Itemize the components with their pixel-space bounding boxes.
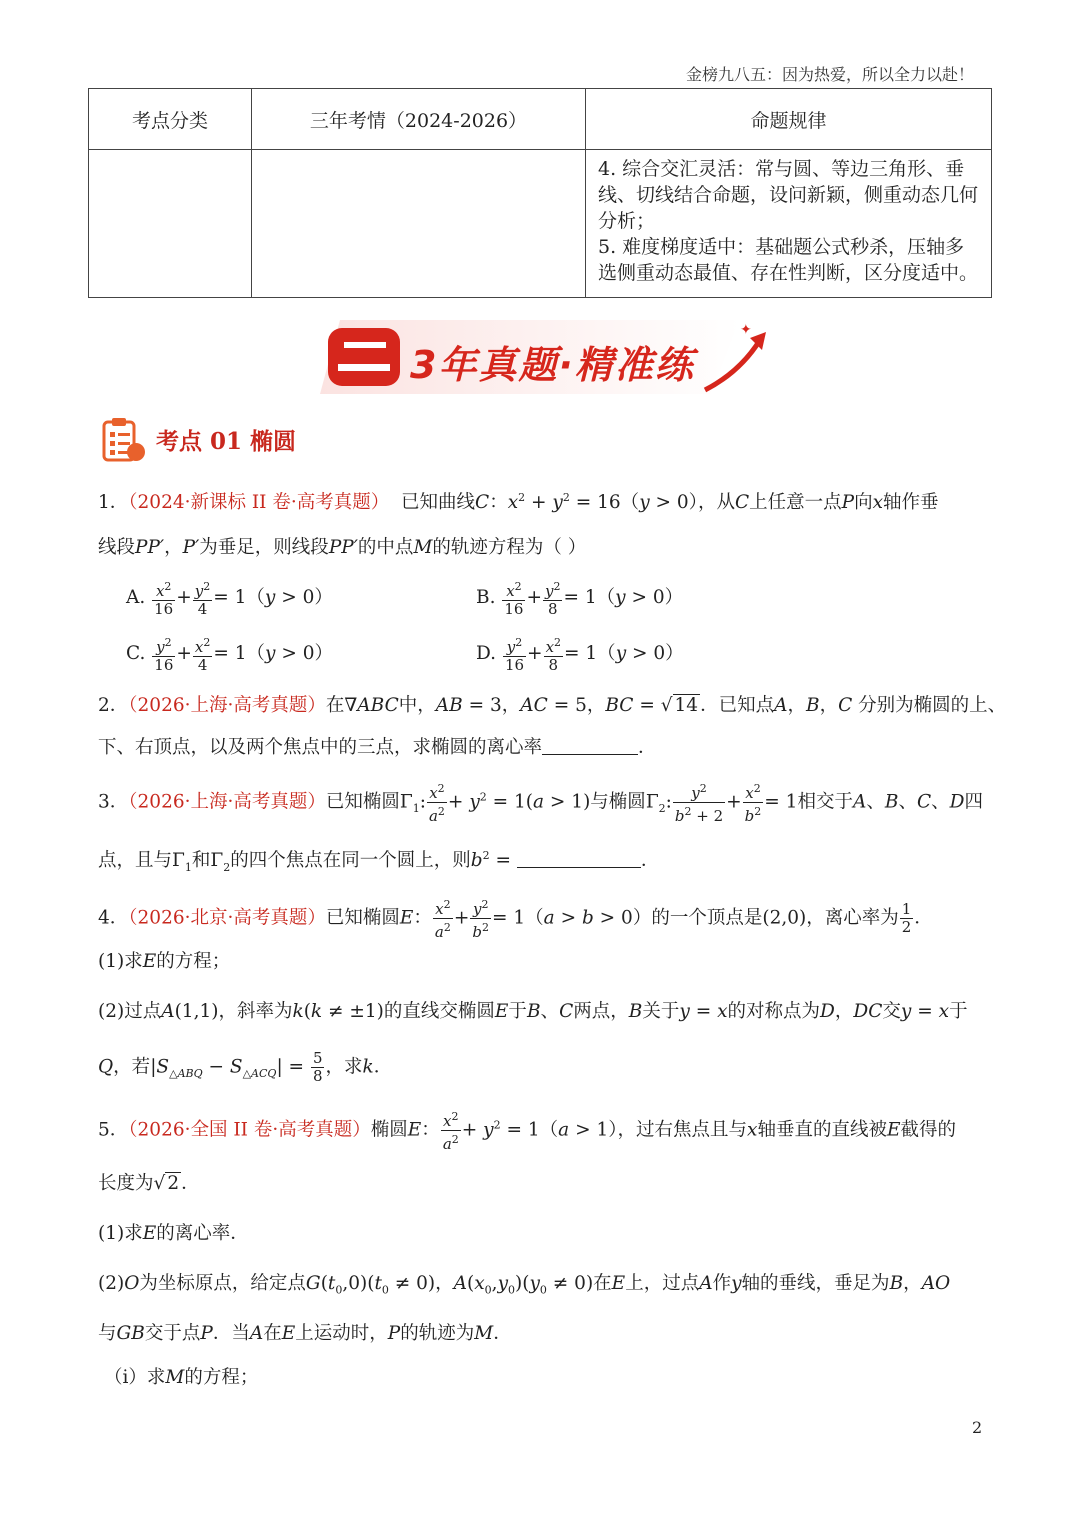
question-1-line-2: 线段PP′，P′为垂足，则线段PP′的中点M的轨迹方程为（ ） (98, 537, 587, 558)
q1-option-d[interactable]: D. $\frac{y^2}{16}$ + $\frac{x^2}{8}$ = 1（y > 0） (476, 636, 684, 674)
q1-option-c[interactable]: C. $\frac{y^2}{16}$ + $\frac{x^2}{4}$ = 1（y > 0） (126, 636, 334, 674)
q5-source: （2026·全国 II 卷·高考真题） (128, 1119, 371, 1141)
question-3-line-1: 3．（2026·上海·高考真题）已知椭圆$\Gamma_1$: $\frac{x^2}{a^2}$ + $y^2 = 1(a > 1)$与椭圆$\Gamma_2$: $\frac{y^2}{b^2 + 2}$ + $\frac{x^2}{b^2}$ = 1相交于A、B、C、D四 (98, 782, 983, 825)
question-5-part-1: (1)求E的离心率． (98, 1223, 249, 1244)
question-5-line-2: 长度为√ 2 ． (98, 1173, 200, 1194)
section-title: 考点 01 椭圆 (156, 427, 297, 455)
section-heading (98, 414, 296, 464)
banner-title: 3年真题·精准练 (410, 343, 695, 387)
svg-text:✦: ✦ (740, 322, 752, 338)
rules-cell (586, 150, 992, 298)
exam-summary-table (88, 88, 992, 298)
question-4-line-1: 4．（2026·北京·高考真题）已知椭圆E： $\frac{x^2}{a^2}$ + $\frac{y^2}{b^2}$ = 1（a > b > 0）的一个顶点是(2,0)，离心率为 $\frac{1}{2}$ ． (98, 898, 933, 941)
question-5-line-1: 5．（2026·全国 II 卷·高考真题）椭圆E： $\frac{x^2}{a^2}$ + $y^2 = 1(a > 1)$，过右焦点且与x轴垂直的直线被E截得的 (98, 1110, 956, 1153)
table-row (89, 150, 992, 298)
question-1-line-1: 1．（2024·新课标 II 卷·高考真题） 已知曲线C：$x^2 + y^2 = 16(y > 0)$，从C上任意一点P向x轴作垂 (98, 491, 939, 514)
q4-source: （2026·北京·高考真题） (128, 907, 326, 929)
question-2-line-2: 下、右顶点，以及两个焦点中的三点，求椭圆的离心率 ． (98, 737, 657, 758)
question-2-line-1: 2．（2026·上海·高考真题）在∇ABC中，AB = 3，AC = 5，BC = √ 14 ．已知点A，B，C 分别为椭圆的上、 (98, 695, 1007, 716)
three-year-cell (252, 150, 586, 298)
rules-line-4: 4. 综合交汇灵活：常与圆、等边三角形、垂线、切线结合命题，设问新颖，侧重动态几何分析； (598, 158, 979, 232)
page-number: 2 (972, 1418, 983, 1437)
question-4-part-2-line-2: Q，若$|S_{\triangle ABQ} - S_{\triangle ACQ}|$ = $\frac{5}{8}$ ，求k． (98, 1049, 393, 1085)
question-4-part-1: (1)求E的方程； (98, 951, 231, 972)
header-rules: 命题规律 (586, 89, 992, 150)
table-header-row (89, 89, 992, 150)
category-cell (89, 150, 252, 298)
q1-option-b[interactable]: B. $\frac{x^2}{16}$ + $\frac{y^2}{8}$ = 1（y > 0） (476, 580, 684, 618)
question-5-part-2: (2)O为坐标原点，给定点$G(t_0,0)(t_0 \ne 0)$，$A(x_0,y_0)(y_0 \ne 0)$在E上，过点A作y轴的垂线，垂足为B，AO (98, 1273, 951, 1297)
rules-line-5: 5. 难度梯度适中：基础题公式秒杀，压轴多选侧重动态最值、存在性判断，区分度适中。 (598, 236, 979, 284)
q1-source: （2024·新课标 II 卷·高考真题） (128, 492, 390, 514)
header-slogan: 金榜九八五：因为热爱，所以全力以赴！ (685, 65, 974, 84)
header-three-year: 三年考情（2024-2026） (252, 89, 586, 150)
header-category: 考点分类 (89, 89, 252, 150)
question-4-part-2: (2)过点A(1,1)，斜率为k(k ≠ ±1)的直线交椭圆E于B、C两点，B关于y = x的对称点为D，DC交y = x于 (98, 1001, 968, 1022)
q3-source: （2026·上海·高考真题） (128, 791, 326, 813)
q2-source: （2026·上海·高考真题） (128, 695, 326, 716)
question-5-part-2-line-2: 与GB交于点P．当A在E上运动时，P的轨迹为M． (98, 1323, 512, 1344)
q3-answer-blank[interactable] (517, 849, 641, 868)
q2-answer-blank[interactable] (542, 736, 638, 755)
question-3-line-2: 点，且与$\Gamma_1$和$\Gamma_2$的四个焦点在同一个圆上，则$b^2$ = ． (98, 849, 660, 874)
clipboard-icon (98, 414, 148, 464)
q1-option-a[interactable]: A. $\frac{x^2}{16}$ + $\frac{y^2}{4}$ = 1（y > 0） (126, 580, 333, 618)
question-5-sub-i: （i）求M的方程； (104, 1367, 259, 1388)
